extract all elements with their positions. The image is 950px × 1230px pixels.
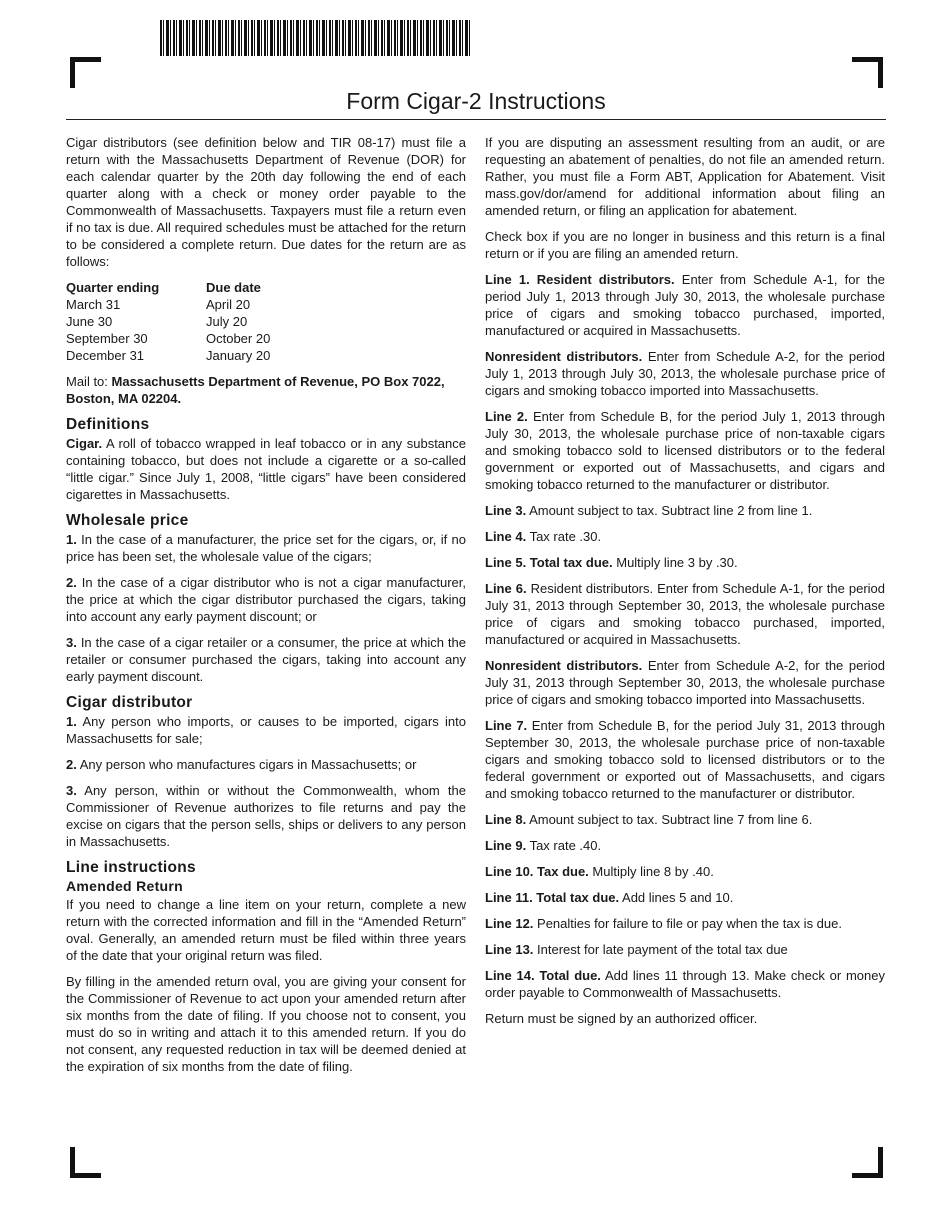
definitions-heading: Definitions <box>66 416 150 433</box>
line-instruction <box>485 915 885 932</box>
line-text: Add lines 5 and 10. <box>619 890 734 905</box>
line-text: Interest for late payment of the total tax due <box>533 942 788 957</box>
line-text: Enter from Schedule A-1, for the period July 1, 2013 through July 30, 2013, the wholesale purchase price of cigars and smoking tobacco purchased, imported, manufactured or acquired in Massachusetts. <box>485 272 885 338</box>
line-label: Line 4. <box>485 529 527 544</box>
line-instructions-heading: Line instructions <box>66 859 196 876</box>
line-label: Line 1. Resident distributors. <box>485 272 675 287</box>
line-text: Multiply line 3 by .30. <box>612 555 738 570</box>
wholesale-item <box>66 634 466 685</box>
item-text: In the case of a manufacturer, the price set for the cigars, or, if no price has been set, the wholesale value of the cigars; <box>66 532 466 564</box>
line-text: Tax rate .30. <box>526 529 602 544</box>
page-title: Form Cigar-2 Instructions <box>346 88 606 114</box>
table-cell: January 20 <box>206 348 271 363</box>
line-label: Line 10. Tax due. <box>485 864 589 879</box>
intro-paragraph: Cigar distributors (see definition below and TIR 08-17) must file a return with the Massachusetts Department of Revenue (DOR) for each calendar quarter by the 20th day following the end of each quarter along with a check or money order payable to the Commonwealth of Massachusetts. Taxpayers must file a return even if no tax is due. All required schedules must be attached for the return to be considered a complete return. Due dates for the return are as follows: <box>66 135 466 269</box>
line-instruction <box>485 717 885 802</box>
due-date-table <box>66 279 270 364</box>
table-cell: December 31 <box>66 348 145 363</box>
line-text: Enter from Schedule A-2, for the period July 31, 2013 through September 30, 2013, the wholesale purchase price of cigars and smoking tobacco imported into Massachusetts. <box>485 658 885 707</box>
line-label: Line 5. Total tax due. <box>485 555 613 570</box>
item-text: Any person who imports, or causes to be imported, cigars into Massachusetts for sale; <box>66 714 466 746</box>
table-cell: March 31 <box>66 297 121 312</box>
mail-to-prefix: Mail to: <box>66 374 112 389</box>
crop-mark-top-left <box>70 57 101 88</box>
barcode <box>160 20 470 56</box>
table-cell: July 20 <box>206 314 248 329</box>
crop-mark-top-right <box>852 57 883 88</box>
line-instruction <box>485 837 885 854</box>
line-label: Line 14. Total due. <box>485 968 601 983</box>
item-text: In the case of a cigar retailer or a consumer, the price at which the retailer or consumer purchased the cigars, taking into account any early payment discount. <box>66 635 466 684</box>
line-instruction <box>485 502 885 519</box>
line-instruction <box>485 554 885 571</box>
line-label: Line 3. <box>485 503 527 518</box>
distributor-item <box>66 713 466 747</box>
table-row <box>66 330 270 347</box>
distributor-item <box>66 756 466 773</box>
line-label: Line 7. <box>485 718 528 733</box>
line-text: Amount subject to tax. Subtract line 2 from line 1. <box>526 503 813 518</box>
line-instruction <box>485 528 885 545</box>
table-header: Quarter ending <box>66 280 160 295</box>
item-text: Any person, within or without the Commonwealth, whom the Commissioner of Revenue authorizes to file returns and pay the excise on cigars that the person sells, ships or delivers to any person in Massachusetts. <box>66 783 466 849</box>
item-number: 3. <box>66 783 77 798</box>
line-label: Line 9. <box>485 838 527 853</box>
amended-return-heading: Amended Return <box>66 878 183 894</box>
line-label: Nonresident distributors. <box>485 658 643 673</box>
line-text: Enter from Schedule B, for the period July 1, 2013 through July 30, 2013, the wholesale purchase price of non-taxable cigars and smoking tobacco sold to licensed distributors or to the federal government or exported out of Massachusetts, and cigars and smoking tobacco returned to the manufacturer or distributor. <box>485 409 885 492</box>
mail-to-paragraph <box>66 373 466 407</box>
cigar-definition <box>66 435 466 503</box>
signature-note: Return must be signed by an authorized officer. <box>485 1011 758 1026</box>
item-number: 2. <box>66 757 77 772</box>
left-column <box>66 134 466 1084</box>
line-label: Line 2. <box>485 409 528 424</box>
right-column <box>485 134 885 1036</box>
checkbox-paragraph: Check box if you are no longer in business and this return is a final return or if you are filing an amended return. <box>485 229 885 261</box>
line-instruction <box>485 967 885 1001</box>
line-label: Line 6. <box>485 581 527 596</box>
line-instruction <box>485 889 885 906</box>
table-header: Due date <box>206 280 261 295</box>
line-text: Add lines 11 through 13. Make check or money order payable to Commonwealth of Massachusetts. <box>485 968 885 1000</box>
table-header-row <box>66 279 270 296</box>
item-number: 1. <box>66 714 77 729</box>
line-label: Line 13. <box>485 942 534 957</box>
line-text: Enter from Schedule B, for the period July 31, 2013 through September 30, 2013, the wholesale purchase price of non-taxable cigars and smoking tobacco sold to licensed distributors or to the federal government or exported out of Massachusetts, and cigars and smoking tobacco returned to the manufacturer or distributor. <box>485 718 886 801</box>
line-instruction <box>485 271 885 339</box>
table-row <box>66 347 270 364</box>
line-text: Resident distributors. Enter from Schedule A-1, for the period July 31, 2013 through September 30, 2013, the wholesale purchase price of cigars and smoking tobacco purchased, imported, manufactured or acquired in Massachusetts. <box>485 581 885 647</box>
line-label: Line 8. <box>485 812 527 827</box>
item-number: 1. <box>66 532 77 547</box>
cigar-distributor-heading: Cigar distributor <box>66 694 193 711</box>
line-text: Amount subject to tax. Subtract line 7 from line 6. <box>526 812 813 827</box>
table-row <box>66 313 270 330</box>
table-cell: June 30 <box>66 314 113 329</box>
wholesale-price-heading: Wholesale price <box>66 512 189 529</box>
table-cell: April 20 <box>206 297 251 312</box>
line-instruction <box>485 941 885 958</box>
line-text: Enter from Schedule A-2, for the period July 1, 2013 through July 30, 2013, the wholesale purchase price of cigars and smoking tobacco imported into Massachusetts. <box>485 349 885 398</box>
crop-mark-bottom-right <box>852 1147 883 1178</box>
amended-paragraph-2: By filling in the amended return oval, you are giving your consent for the Commissioner of Revenue to act upon your amended return after six months from the date of filing. If you choose not to consent, you must do so in writing and attach it to this amended return. If you do not consent, any requested reduction in tax will be deemed denied at the expiration of six months from the date of filing. <box>66 974 466 1074</box>
line-instruction <box>485 863 885 880</box>
line-label: Line 11. Total tax due. <box>485 890 620 905</box>
line-text: Multiply line 8 by .40. <box>588 864 714 879</box>
crop-mark-bottom-left <box>70 1147 101 1178</box>
cigar-definition-text: A roll of tobacco wrapped in leaf tobacco or in any substance containing tobacco, but does not include a cigarette or a so-called “little cigar.” Since July 1, 2008, “little cigars” have been considered cigarettes in Massachusetts. <box>66 436 466 502</box>
table-row <box>66 296 270 313</box>
item-text: In the case of a cigar distributor who is not a cigar manufacturer, the price at which the cigar distributor purchased the cigars, taking into account any early payment discount; or <box>66 575 466 624</box>
line-instruction <box>485 657 885 708</box>
item-number: 3. <box>66 635 77 650</box>
item-number: 2. <box>66 575 77 590</box>
title-divider <box>66 119 886 120</box>
item-text: Any person who manufactures cigars in Massachusetts; or <box>76 757 417 772</box>
table-cell: September 30 <box>66 331 148 346</box>
table-cell: October 20 <box>206 331 271 346</box>
line-text: Tax rate .40. <box>526 838 602 853</box>
line-label: Nonresident distributors. <box>485 349 643 364</box>
cigar-term: Cigar. <box>66 436 103 451</box>
line-text: Penalties for failure to file or pay when the tax is due. <box>533 916 842 931</box>
line-instruction <box>485 580 885 648</box>
wholesale-item <box>66 574 466 625</box>
line-label: Line 12. <box>485 916 534 931</box>
wholesale-item <box>66 531 466 565</box>
dispute-paragraph: If you are disputing an assessment resulting from an audit, or are requesting an abatement of penalties, do not file an amended return. Rather, you must file a Form ABT, Application for Abatement. Visit mass.gov/dor/amend for additional information about filing an amended return, or filing an application for abatement. <box>485 135 885 218</box>
distributor-item <box>66 782 466 850</box>
amended-paragraph-1: If you need to change a line item on your return, complete a new return with the corrected information and fill in the “Amended Return” oval. Generally, an amended return must be filed within three years of the date that your original return was filed. <box>66 897 466 963</box>
line-instruction <box>485 348 885 399</box>
line-instruction <box>485 408 885 493</box>
mail-address: Massachusetts Department of Revenue, PO Box 7022, Boston, MA 02204. <box>66 374 445 406</box>
line-instruction <box>485 811 885 828</box>
